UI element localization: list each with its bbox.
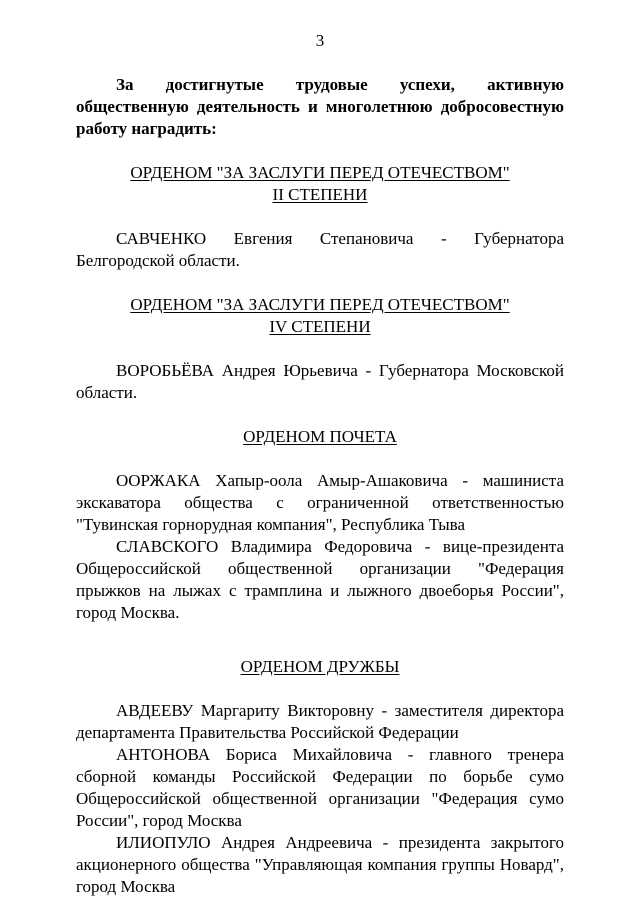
award-entry: ООРЖАКА Хапыр-оола Амыр-Ашаковича - машиниста экскаватора общества с ограниченной ответственностью "Тувинская горнорудная компания", Республика Тыва bbox=[76, 471, 564, 534]
award-heading-degree bbox=[76, 184, 564, 206]
award-entry: АВДЕЕВУ Маргариту Викторовну - заместителя директора департамента Правительства Российской Федерации bbox=[76, 701, 564, 742]
award-heading-line1: ОРДЕНОМ "ЗА ЗАСЛУГИ ПЕРЕД ОТЕЧЕСТВОМ" bbox=[130, 295, 510, 314]
award-entry: ВОРОБЬЁВА Андрея Юрьевича - Губернатора Московской области. bbox=[76, 361, 564, 402]
award-heading bbox=[76, 426, 564, 448]
award-heading-line1: ОРДЕНОМ ДРУЖБЫ bbox=[240, 657, 400, 676]
document-page bbox=[76, 30, 564, 898]
award-heading-line1: ОРДЕНОМ ПОЧЕТА bbox=[243, 427, 397, 446]
award-section-merit-4 bbox=[76, 294, 564, 404]
award-section-merit-2 bbox=[76, 162, 564, 272]
award-heading-degree bbox=[76, 316, 564, 338]
award-entry: ИЛИОПУЛО Андрея Андреевича - президента закрытого акционерного общества "Управляющая компания группы Новард", город Москва bbox=[76, 833, 564, 896]
award-heading-line2: IV СТЕПЕНИ bbox=[269, 317, 371, 336]
award-entry: АНТОНОВА Бориса Михайловича - главного тренера сборной команды Российской Федерации по борьбе сумо Общероссийской общественной организации "Федерация сумо России", город Москва bbox=[76, 745, 564, 830]
award-heading-line2: II СТЕПЕНИ bbox=[272, 185, 368, 204]
award-entry: САВЧЕНКО Евгения Степановича - Губернатора Белгородской области. bbox=[76, 229, 564, 270]
award-heading bbox=[76, 656, 564, 678]
award-section-honor bbox=[76, 426, 564, 624]
intro-paragraph: За достигнутые трудовые успехи, активную общественную деятельность и многолетнюю добросовестную работу наградить: bbox=[76, 75, 564, 138]
award-entry: СЛАВСКОГО Владимира Федоровича - вице-президента Общероссийской общественной организации "Федерация прыжков на лыжах с трамплина и лыжного двоеборья России", город Москва. bbox=[76, 537, 564, 622]
award-heading bbox=[76, 294, 564, 316]
award-heading bbox=[76, 162, 564, 184]
page-number: 3 bbox=[315, 31, 325, 50]
award-heading-line1: ОРДЕНОМ "ЗА ЗАСЛУГИ ПЕРЕД ОТЕЧЕСТВОМ" bbox=[130, 163, 510, 182]
award-section-friendship bbox=[76, 656, 564, 898]
